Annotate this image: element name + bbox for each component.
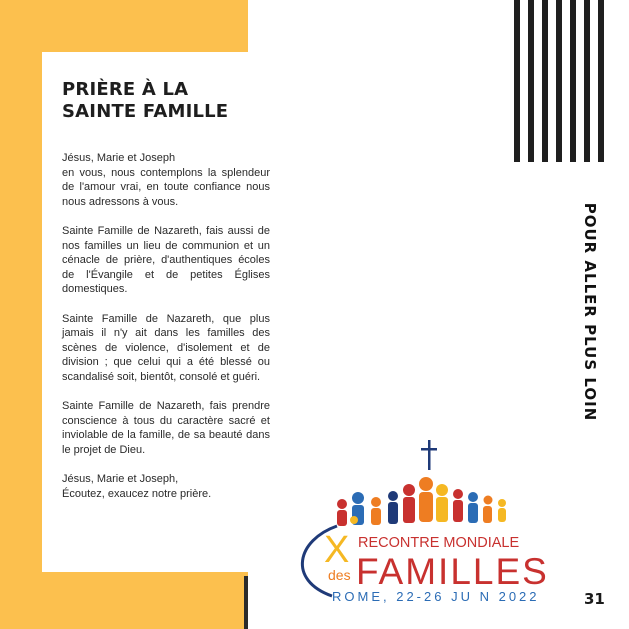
prayer-paragraph-2: Sainte Famille de Nazareth, fais aussi de nos familles un lieu de communion et un cénacle de prière, d'authentiques écoles de l'Évangile et de petites Églises domestiques. [62, 224, 270, 296]
side-heading: POUR ALLER PLUS LOIN [581, 202, 599, 422]
logo-line-1: RECONTRE MONDIALE [358, 535, 520, 551]
prayer-paragraph-3: Sainte Famille de Nazareth, que plus jamais il n'y ait dans les familles des scènes de violence, d'isolement et de division ; que celui qui a été blessé ou scandalisé soit, bientôt, consolé et guéri. [62, 312, 270, 383]
stripe [528, 0, 534, 162]
prayer-invocation: Jésus, Marie et Joseph [62, 152, 176, 164]
stripe [514, 0, 520, 162]
dark-strip [244, 576, 248, 629]
logo-familles: FAMILLES [356, 551, 549, 592]
family-figures-icon [337, 477, 506, 526]
page-number: 31 [584, 590, 605, 608]
prayer-text [62, 151, 270, 516]
logo-numeral: X [324, 529, 350, 571]
prayer-closing-2: Écoutez, exaucez notre prière. [62, 487, 212, 500]
prayer-paragraph-4: Sainte Famille de Nazareth, fais prendre conscience à tous du caractère sacré et inviolable de la famille, de sa beauté dans le projet de Dieu. [62, 400, 270, 456]
title-line-1: PRIÈRE À LA [62, 79, 189, 100]
prayer-paragraph-1 [62, 151, 270, 209]
prayer-paragraph-1-body: en vous, nous contemplons la splendeur de l'amour vrai, en toute confiance nous nous adressons à vous. [62, 166, 270, 208]
stripe [584, 0, 590, 162]
prayer-paragraph-5 [62, 472, 270, 501]
stripe [542, 0, 548, 162]
stripe [556, 0, 562, 162]
decorative-stripes [514, 0, 614, 162]
world-meeting-families-logo [292, 440, 562, 610]
prayer-closing-1: Jésus, Marie et Joseph, [62, 473, 179, 486]
title-line-2: SAINTE FAMILLE [62, 101, 229, 122]
stripe [570, 0, 576, 162]
logo-des: des [328, 567, 351, 583]
logo-location-date: ROME, 22-26 JU N 2022 [332, 589, 540, 604]
stripe [598, 0, 604, 162]
cross-icon [421, 440, 437, 470]
page-title [62, 79, 272, 123]
